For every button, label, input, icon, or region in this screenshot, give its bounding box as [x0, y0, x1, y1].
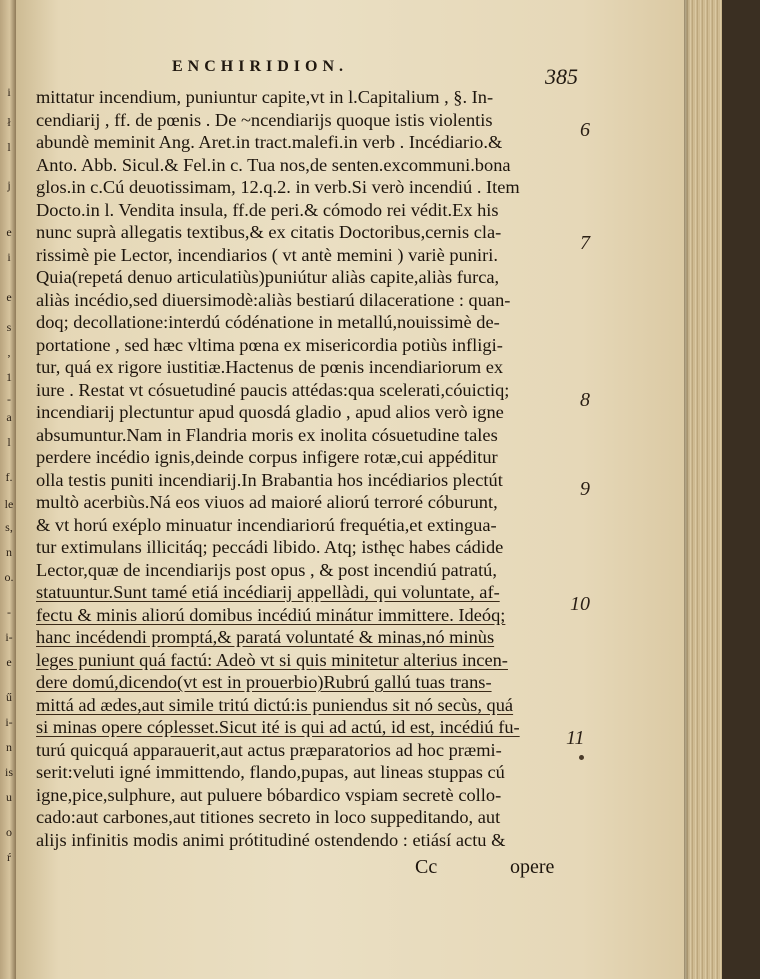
underlined-text-line: si minas opere cóplesset.Sicut ité is qui ad actú, id est, incédiú fu-: [36, 717, 520, 737]
text-line: nunc suprà allegatis textibus,& ex citatis Doctoribus,cernis cla-: [36, 222, 502, 242]
text-line: absumuntur.Nam in Flandria moris ex inolita cósuetudine tales: [36, 424, 498, 445]
text-line: multò acerbiùs.Ná eos viuos ad maioré aliorú terroré cóburunt,: [36, 492, 498, 512]
left-page-fragment: f.: [5, 470, 13, 484]
left-page-fragment: l: [7, 140, 11, 154]
signature-mark: Cc: [415, 856, 438, 878]
text-line: portatione , sed hæc vltima pœna ex misericordia potiùs infligi-: [36, 334, 503, 355]
text-line: perdere incédio ignis,deinde corpus infigere rotæ,cui appéditur: [36, 447, 498, 467]
left-page-fragment: j: [7, 178, 11, 192]
left-page-fragment: e: [6, 290, 12, 304]
left-page-fragment: o: [6, 825, 12, 839]
text-line: turú quicquá apparauerit,aut actus præparatorios ad hoc præmi-: [36, 739, 502, 760]
text-line: igne,pice,sulphure, aut puluere bóbardico vspiam secretè collo-: [36, 784, 502, 805]
running-head: ENCHIRIDION.: [172, 58, 349, 75]
text-line: Quia(repetá denuo articulatiùs)puniútur aliàs capite,aliàs furca,: [36, 267, 500, 287]
underlined-text-line: statuuntur.Sunt tamé etiá incédiarij appellàdi, qui voluntate, af-: [36, 582, 500, 602]
left-page-fragment: ł: [7, 115, 11, 129]
text-line: rissimè pie Lector, incendiarios ( vt antè memini ) variè puniri.: [36, 244, 498, 265]
text-line: Docto.in l. Vendita insula, ff.de peri.& cómodo rei védit.Ex his: [36, 199, 499, 220]
left-page-fragment: n: [6, 545, 12, 559]
section-number: 11: [566, 727, 585, 749]
left-page-fragment: e: [6, 655, 12, 669]
text-line: serit:veluti igné immittendo, flando,pupas, aut lineas stuppas cú: [36, 762, 505, 782]
section-number: 6: [580, 119, 590, 141]
text-line: & vt horú exéplo minuatur incendiariorú frequétia,et extingua-: [36, 514, 497, 535]
underlined-text-line: dere domú,dicendo(vt est in prouerbio)Rubrú gallú tuas trans-: [36, 672, 492, 692]
text-line: alijs infinitis modis animi prótitudiné ostendendo : etiásí actu &: [36, 829, 506, 850]
text-line: incendiarij plectuntur apud quosdá gladio , apud alios verò igne: [36, 402, 504, 422]
text-line: Lector,quæ de incendiarijs post opus , & post incendiú patratú,: [36, 559, 497, 580]
left-page-fragment: u: [6, 790, 12, 804]
section-number: 7: [580, 232, 590, 254]
left-page-fragment: ,: [7, 345, 11, 359]
left-page-fragment: i-: [5, 715, 13, 729]
left-page-fragment: l: [7, 435, 11, 449]
left-page-fragment: s: [6, 320, 12, 334]
text-line: doq; decollatione:interdú códénatione in metallú,nouissimè de-: [36, 312, 500, 332]
left-page-fragment: o.: [4, 570, 14, 584]
left-page-fragment: le: [4, 497, 14, 511]
left-page-fragment: a: [6, 410, 12, 424]
left-page-fragment: i-: [5, 630, 13, 644]
text-line: aliàs incédio,sed diuersimodè:aliàs bestiarú dilaceratione : quan-: [36, 289, 511, 310]
section-number: 10: [570, 593, 590, 615]
left-page-fragment: -: [7, 392, 11, 406]
left-page-fragment: i: [7, 250, 11, 264]
text-line: mittatur incendium, puniuntur capite,vt in l.Capitalium , §. In-: [36, 87, 494, 107]
body-text: [36, 86, 568, 851]
left-page-fragment: s,: [5, 520, 13, 534]
left-page-fragment: ŕ: [7, 850, 11, 864]
underlined-text-line: hanc incédendi promptá,& paratá voluntaté & minas,nó minùs: [36, 627, 495, 647]
text-line: tur extimulans illicitáq; peccádi libido. Atq; isthęc habes cádide: [36, 537, 504, 557]
text-line: cado:aut carbones,aut titiones secreto in loco suppeditando, aut: [36, 807, 501, 827]
left-page-fragment: n: [6, 740, 12, 754]
left-page-fragment: 1: [6, 370, 12, 384]
text-line: abundè meminit Ang. Aret.in tract.malefi.in verb . Incédiario.&: [36, 132, 503, 152]
text-line: olla testis puniti incendiarij.In Brabantia hos incédiarios plectút: [36, 469, 503, 490]
text-line: glos.in c.Cú deuotissimam, 12.q.2. in verb.Si verò incendiú . Item: [36, 177, 520, 197]
left-page-fragment: i: [7, 85, 11, 99]
section-number: 9: [580, 478, 590, 500]
text-line: iure . Restat vt cósuetudiné paucis attédas:qua scelerati,cóuictiq;: [36, 379, 510, 400]
underlined-text-line: fectu & minis aliorú domibus incédiú minátur immittere. Ideóq;: [36, 604, 506, 625]
text-line: Anto. Abb. Sicul.& Fel.in c. Tua nos,de senten.excommuni.bona: [36, 154, 511, 175]
catchword: opere: [510, 856, 555, 878]
page-number: 385: [545, 64, 578, 89]
underlined-text-line: mittá ad ædes,aut simile tritú dictú:is puniendus sit nó secùs, quá: [36, 694, 514, 715]
left-page-fragment: is: [4, 765, 13, 779]
left-page-fragment: ű: [6, 690, 12, 704]
text-line: cendiarij , ff. de pœnis . De ~ncendiarijs quoque istis violentis: [36, 109, 493, 130]
left-page-fragment: -: [7, 605, 11, 619]
ink-dot: [579, 755, 584, 760]
section-number: 8: [580, 389, 590, 411]
adjacent-left-page-edge: [0, 0, 16, 979]
page-fore-edge: [684, 0, 722, 979]
underlined-text-line: leges puniunt quá factú: Adeò vt si quis minitetur alterius incen-: [36, 649, 508, 670]
left-page-fragment: e: [6, 225, 12, 239]
text-line: tur, quá ex rigore iustitiæ.Hactenus de pœnis incendiariorum ex: [36, 357, 504, 377]
